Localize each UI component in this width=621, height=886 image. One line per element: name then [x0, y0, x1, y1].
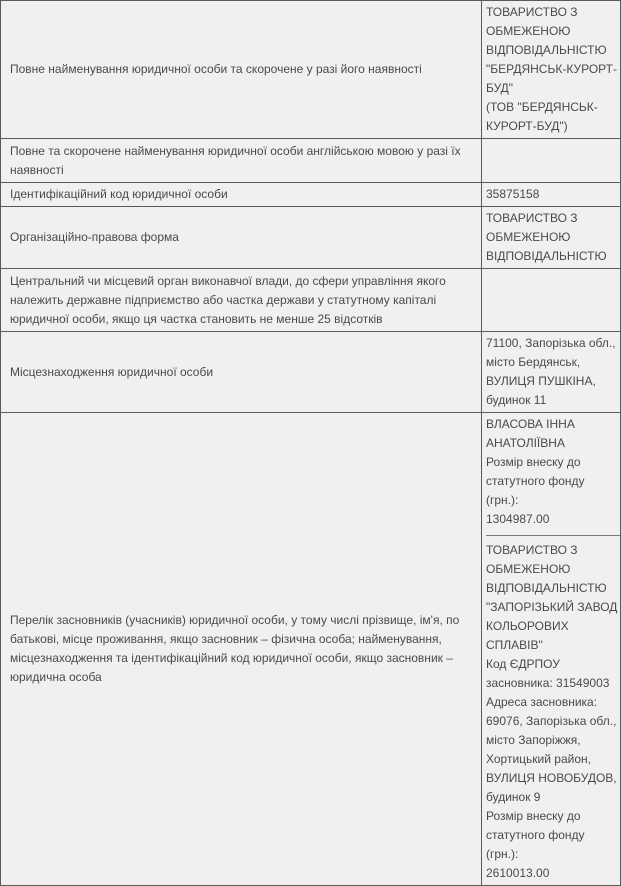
- table-row: [1, 332, 620, 412]
- founder-entry: [486, 415, 620, 529]
- full-name-label: Повне найменування юридичної особи та скорочене у разі його наявності: [1, 1, 481, 138]
- legal-form-line: ОБМЕЖЕНОЮ: [486, 230, 571, 244]
- founder-line: ТОВАРИСТВО З: [486, 543, 578, 557]
- english-name-label: Повне та скорочене найменування юридичної особи англійською мовою у разі їх наявності: [1, 139, 481, 182]
- founder-entry: [486, 541, 620, 883]
- full-name-line: "БЕРДЯНСЬК-КУРОРТ-: [486, 62, 617, 76]
- table-row: [1, 1, 620, 138]
- founder-line: "ЗАПОРІЗЬКИЙ ЗАВОД: [486, 600, 618, 614]
- founder-line: 2610013.00: [486, 866, 550, 880]
- founders-value: [482, 413, 620, 885]
- id-code-value: 35875158: [482, 183, 620, 206]
- legal-form-line: ТОВАРИСТВО З: [486, 211, 578, 225]
- location-line: 71100, Запорізька обл.,: [486, 336, 616, 350]
- full-name-line: ТОВАРИСТВО З: [486, 5, 578, 19]
- full-name-line: ВІДПОВІДАЛЬНІСТЮ: [486, 43, 607, 57]
- table-row: [1, 413, 620, 885]
- location-value: [482, 332, 620, 412]
- founder-line: місто Запоріжжя,: [486, 733, 581, 747]
- legal-form-label: Організаційно-правова форма: [1, 207, 481, 268]
- founder-line: 1304987.00: [486, 512, 550, 526]
- english-name-value: [482, 139, 620, 182]
- founder-line: статутного фонду (грн.):: [486, 828, 585, 861]
- founder-line: ВУЛИЦЯ НОВОБУДОВ,: [486, 771, 617, 785]
- founder-line: СПЛАВІВ": [486, 638, 543, 652]
- full-name-line: ОБМЕЖЕНОЮ: [486, 24, 571, 38]
- founder-line: ВІДПОВІДАЛЬНІСТЮ: [486, 581, 607, 595]
- table-row: [1, 269, 620, 331]
- authority-label: Центральний чи місцевий орган виконавчої влади, до сфери управління якого належить державне підприємство або частка держави у статутному капіталі юридичної особи, якщо ця частка становить не менше 25 відсотків: [1, 269, 481, 331]
- founder-line: ВЛАСОВА ІННА: [486, 417, 575, 431]
- founder-line: Код ЄДРПОУ: [486, 657, 560, 671]
- founder-line: засновника: 31549003: [486, 676, 610, 690]
- location-line: місто Бердянськ,: [486, 355, 581, 369]
- founder-line: Адреса засновника:: [486, 695, 598, 709]
- founder-line: Хортицький район,: [486, 752, 591, 766]
- id-code-label: Ідентифікаційний код юридичної особи: [1, 183, 481, 206]
- full-name-value: [482, 1, 620, 138]
- founder-line: АНАТОЛІЇВНА: [486, 436, 565, 450]
- full-name-line: КУРОРТ-БУД"): [486, 119, 568, 133]
- founder-divider: [486, 535, 620, 536]
- founder-line: Розмір внеску до: [486, 455, 581, 469]
- founders-label: Перелік засновників (учасників) юридичної особи, у тому числі прізвище, ім'я, по батькові, місце проживання, якщо засновник – фізична особа; найменування, місцезнаходження та ідентифікаційний код юридичної особи, якщо засновник – юридична особа: [1, 413, 481, 885]
- full-name-line: (ТОВ "БЕРДЯНСЬК-: [486, 100, 598, 114]
- table-row: [1, 139, 620, 182]
- authority-value: [482, 269, 620, 331]
- founder-line: 69076, Запорізька обл.,: [486, 714, 617, 728]
- founder-line: ОБМЕЖЕНОЮ: [486, 562, 571, 576]
- table-row: [1, 183, 620, 206]
- full-name-line: БУД": [486, 81, 514, 95]
- legal-form-value: [482, 207, 620, 268]
- location-label: Місцезнаходження юридичної особи: [1, 332, 481, 412]
- location-line: будинок 11: [486, 393, 547, 407]
- table-row: [1, 207, 620, 268]
- legal-form-line: ВІДПОВІДАЛЬНІСТЮ: [486, 249, 607, 263]
- founder-line: КОЛЬОРОВИХ: [486, 619, 569, 633]
- founder-line: Розмір внеску до: [486, 809, 581, 823]
- location-line: ВУЛИЦЯ ПУШКІНА,: [486, 374, 596, 388]
- founder-line: будинок 9: [486, 790, 541, 804]
- founder-line: статутного фонду (грн.):: [486, 474, 585, 507]
